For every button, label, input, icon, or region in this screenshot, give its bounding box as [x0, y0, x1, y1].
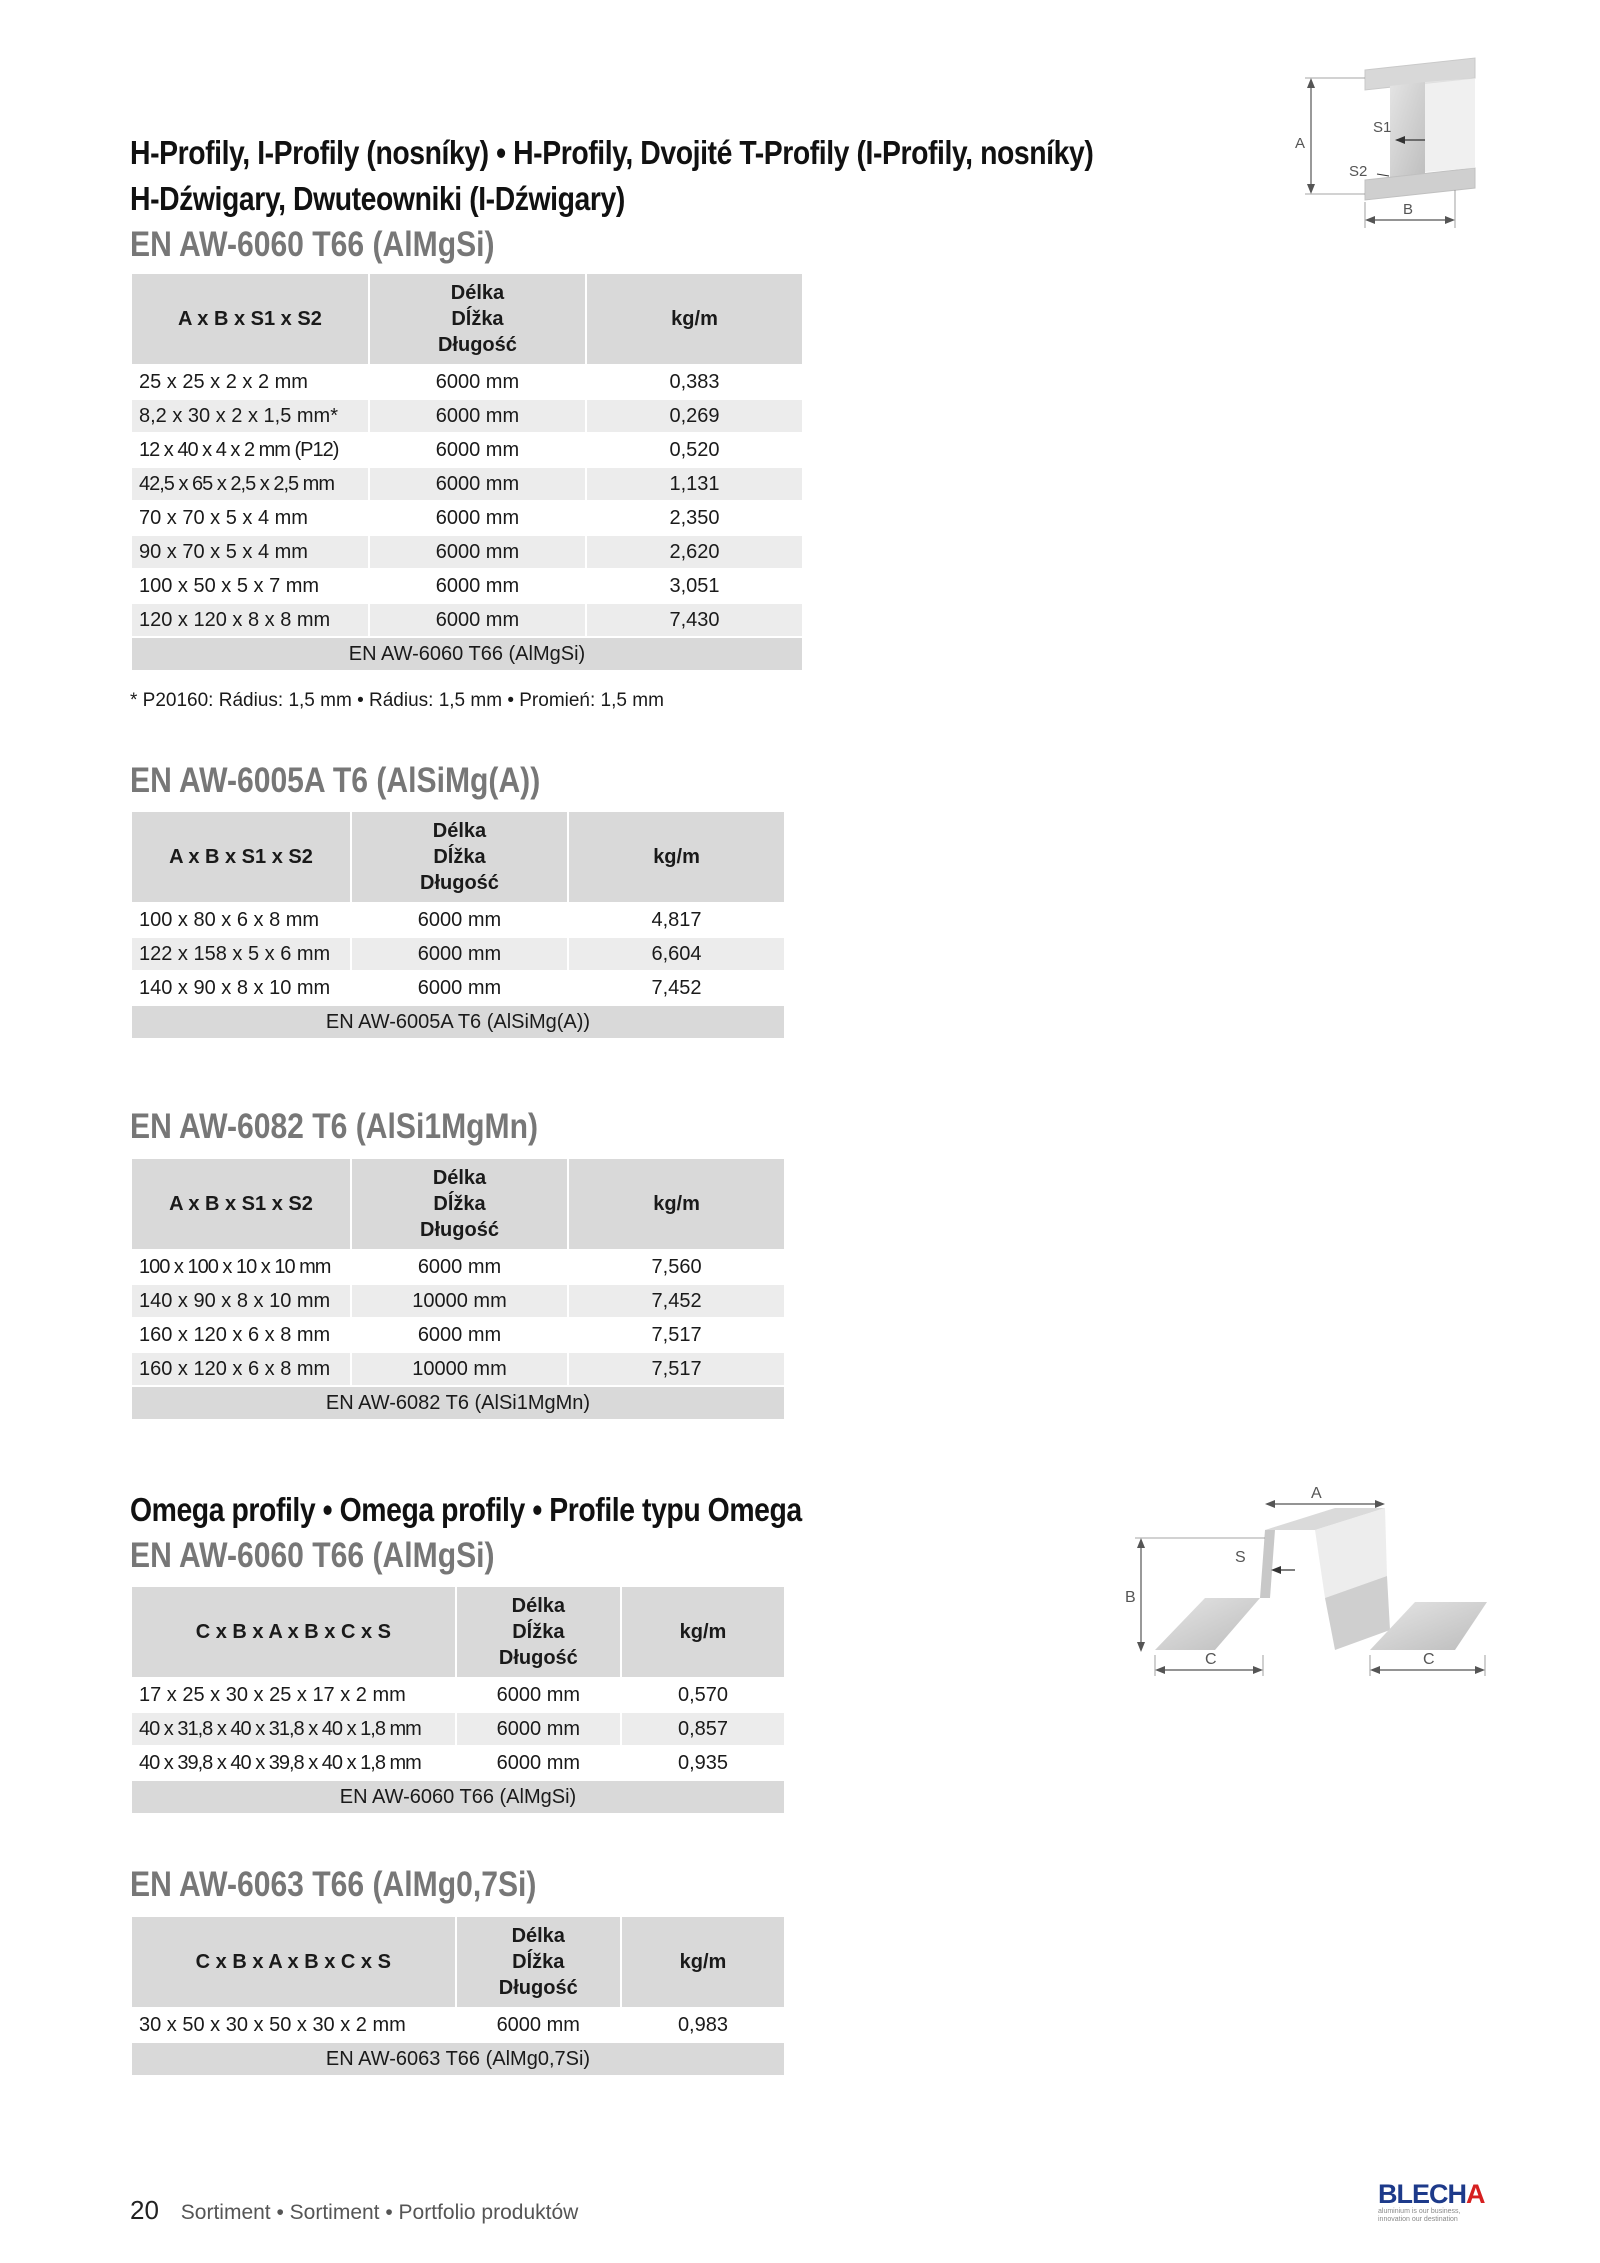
table-header-row: [131, 1586, 785, 1678]
col-dimensions: A x B x S1 x S2: [131, 273, 369, 365]
table-row: 40 x 31,8 x 40 x 31,8 x 40 x 1,8 mm 6000 mm 0,857: [131, 1712, 785, 1746]
table-6063-omega: [130, 1915, 786, 2077]
dim-label-s1: S1: [1373, 119, 1392, 136]
page-number: 20: [130, 2195, 159, 2225]
table-row: 100 x 80 x 6 x 8 mm 6000 mm 4,817: [131, 903, 785, 937]
alloy-title-6060: EN AW-6060 T66 (AlMgSi): [130, 225, 495, 264]
table-6005a: [130, 810, 786, 1040]
alloy-title-6082: EN AW-6082 T6 (AlSi1MgMn): [130, 1107, 539, 1146]
col-kg-per-m: kg/m: [568, 1158, 785, 1250]
table-row: 160 x 120 x 6 x 8 mm 6000 mm 7,517: [131, 1318, 785, 1352]
table-header-row: [131, 1916, 785, 2008]
table-footer-row: EN AW-6060 T66 (AlMgSi): [131, 1780, 785, 1814]
table-row: 12 x 40 x 4 x 2 mm (P12) 6000 mm 0,520: [131, 433, 803, 467]
table-footer-row: EN AW-6082 T6 (AlSi1MgMn): [131, 1386, 785, 1420]
table-row: 100 x 100 x 10 x 10 mm 6000 mm 7,560: [131, 1250, 785, 1284]
omega-profile-diagram: [1125, 1480, 1495, 1685]
col-length: Délka Dĺžka Długość: [369, 273, 586, 365]
dim-label-a: A: [1311, 1485, 1322, 1502]
table-footer-row: EN AW-6005A T6 (AlSiMg(A)): [131, 1005, 785, 1039]
dim-label-b: B: [1125, 1589, 1136, 1606]
table-header-row: [131, 811, 785, 903]
section-title-h-dzwigary: H-Dźwigary, Dwuteowniki (I-Dźwigary): [130, 180, 625, 217]
table-row: 122 x 158 x 5 x 6 mm 6000 mm 6,604: [131, 937, 785, 971]
section-title-h-profiles: H-Profily, I-Profily (nosníky) • H-Profily, Dvojité T-Profily (I-Profily, nosníky): [130, 134, 1094, 171]
col-dimensions: A x B x S1 x S2: [131, 1158, 351, 1250]
table-header-row: [131, 1158, 785, 1250]
dim-label-c-right: C: [1423, 1651, 1435, 1668]
table-row: 140 x 90 x 8 x 10 mm 6000 mm 7,452: [131, 971, 785, 1005]
col-length: Délka Dĺžka Długość: [456, 1586, 621, 1678]
col-kg-per-m: kg/m: [586, 273, 803, 365]
table-6082: [130, 1157, 786, 1421]
table-6060-omega: [130, 1585, 786, 1815]
logo-tagline: aluminium is our business, innovation our destination: [1378, 2208, 1461, 2223]
dim-label-s: S: [1235, 1549, 1246, 1566]
footnote-radius: * P20160: Rádius: 1,5 mm • Rádius: 1,5 mm • Promień: 1,5 mm: [130, 690, 664, 711]
table-row: 120 x 120 x 8 x 8 mm 6000 mm 7,430: [131, 603, 803, 637]
col-length: Délka Dĺžka Długość: [351, 811, 568, 903]
table-row: 140 x 90 x 8 x 10 mm 10000 mm 7,452: [131, 1284, 785, 1318]
table-6060-h-profiles: [130, 272, 804, 672]
alloy-title-6063: EN AW-6063 T66 (AlMg0,7Si): [130, 1865, 537, 1904]
section-title-omega: Omega profily • Omega profily • Profile typu Omega: [130, 1491, 802, 1528]
col-length: Délka Dĺžka Długość: [351, 1158, 568, 1250]
alloy-title-6060-omega: EN AW-6060 T66 (AlMgSi): [130, 1536, 495, 1575]
col-length: Délka Dĺžka Długość: [456, 1916, 621, 2008]
table-row: 70 x 70 x 5 x 4 mm 6000 mm 2,350: [131, 501, 803, 535]
table-row: 30 x 50 x 30 x 50 x 30 x 2 mm 6000 mm 0,983: [131, 2008, 785, 2042]
table-row: 17 x 25 x 30 x 25 x 17 x 2 mm 6000 mm 0,570: [131, 1678, 785, 1712]
dim-label-b: B: [1403, 201, 1414, 218]
table-row: 40 x 39,8 x 40 x 39,8 x 40 x 1,8 mm 6000 mm 0,935: [131, 1746, 785, 1780]
page-footer: [130, 2195, 578, 2226]
table-footer-row: EN AW-6063 T66 (AlMg0,7Si): [131, 2042, 785, 2076]
h-profile-diagram: [1295, 50, 1500, 235]
table-row: 100 x 50 x 5 x 7 mm 6000 mm 3,051: [131, 569, 803, 603]
table-row: 160 x 120 x 6 x 8 mm 10000 mm 7,517: [131, 1352, 785, 1386]
col-kg-per-m: kg/m: [621, 1916, 785, 2008]
table-footer-row: EN AW-6060 T66 (AlMgSi): [131, 637, 803, 671]
logo-wordmark: BLECHA: [1378, 2179, 1485, 2209]
col-dimensions: C x B x A x B x C x S: [131, 1586, 456, 1678]
col-kg-per-m: kg/m: [568, 811, 785, 903]
alloy-title-6005a: EN AW-6005A T6 (AlSiMg(A)): [130, 761, 541, 800]
table-row: 42,5 x 65 x 2,5 x 2,5 mm 6000 mm 1,131: [131, 467, 803, 501]
dim-label-a: A: [1295, 135, 1306, 152]
table-row: 90 x 70 x 5 x 4 mm 6000 mm 2,620: [131, 535, 803, 569]
blecha-logo: [1378, 2179, 1488, 2223]
footer-text: Sortiment • Sortiment • Portfolio produktów: [180, 2201, 579, 2224]
table-header-row: [131, 273, 803, 365]
table-row: 25 x 25 x 2 x 2 mm 6000 mm 0,383: [131, 365, 803, 399]
col-dimensions: C x B x A x B x C x S: [131, 1916, 456, 2008]
dim-label-s2: S2: [1349, 163, 1368, 180]
col-kg-per-m: kg/m: [621, 1586, 785, 1678]
table-row: 8,2 x 30 x 2 x 1,5 mm* 6000 mm 0,269: [131, 399, 803, 433]
dim-label-c-left: C: [1205, 1651, 1217, 1668]
col-dimensions: A x B x S1 x S2: [131, 811, 351, 903]
